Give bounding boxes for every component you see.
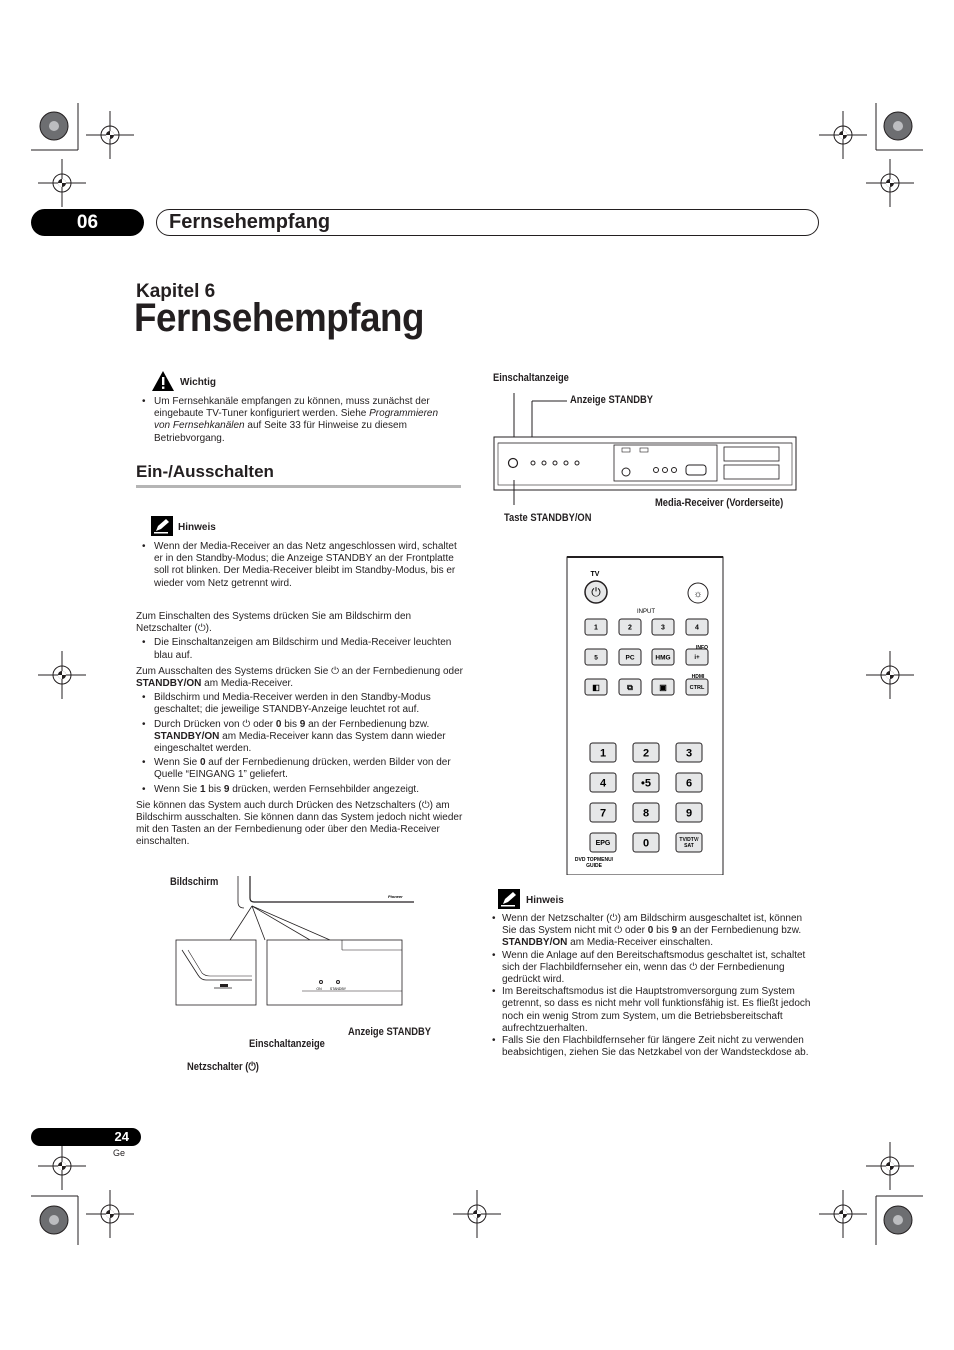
b3h: am Media-Receiver kann das System dann wieder eingeschaltet werden.: [154, 730, 446, 755]
n2j: Wenn die Anlage auf den Bereitschaftsmodus geschaltet ist, schaltet sich der Flachbildfernseher ein, wenn das: [502, 949, 806, 973]
remote-control: [564, 555, 726, 875]
b3c: 0: [275, 718, 282, 730]
remote-input-label: INPUT: [637, 609, 655, 615]
remote-hdmi-label: HDMI: [691, 674, 705, 680]
body-p1: [136, 611, 464, 635]
chapter-label: Kapitel 6: [136, 281, 216, 302]
important-text: [136, 396, 456, 445]
n2c: oder: [622, 925, 648, 937]
body-p2-a: Zum Ausschalten des Systems drücken Sie: [136, 665, 332, 677]
b4a: Wenn Sie: [154, 757, 200, 769]
remote-number-button-9-label: 9: [685, 807, 693, 820]
note2-text: [492, 913, 812, 1059]
light-icon: ☼: [693, 589, 703, 600]
b3g: STANDBY/ON: [154, 730, 220, 742]
receiver-label-power-indicator: Einschaltanzeige: [493, 372, 569, 384]
power-switch-end: ): [255, 1061, 259, 1073]
power-icon: ⏻: [331, 665, 340, 677]
remote-dvd-label: DVD TOPMENU/ GUIDE: [574, 857, 614, 869]
receiver-label-device: Media-Receiver (Vorderseite): [655, 497, 784, 509]
brand-logo: Pioneer: [388, 894, 403, 899]
remote-freeze-button-label: ⧉: [627, 682, 633, 692]
n2k: der Fernbedienung gedrückt wird.: [502, 961, 785, 986]
screen-label: Bildschirm: [170, 876, 219, 888]
remote-number-button-2-label: 2: [642, 747, 650, 760]
n2e: bis: [653, 925, 672, 937]
remote-number-button-8-label: 8: [642, 807, 650, 820]
b5b: 1: [199, 783, 206, 795]
remote-source-button-2[interactable]: [619, 649, 641, 665]
remote-input-button-3-label: 3: [661, 624, 665, 632]
remote-freeze-button[interactable]: [619, 679, 641, 695]
remote-number-button-0-label: 0: [642, 837, 650, 850]
b3b: oder: [250, 718, 276, 730]
body-bullet-4: [136, 757, 464, 781]
note1-label: Hinweis: [178, 522, 216, 533]
remote-split-button-label: ◧: [592, 682, 600, 692]
body-text: [136, 611, 464, 849]
remote-source-button-3-label: HMG: [655, 654, 671, 662]
remote-hdmi-ctrl-button[interactable]: [686, 679, 708, 695]
body-bullet-2: • Bildschirm und Media-Receiver werden in den Standby-Modus geschaltet; die jeweilige STANDBY-Anzeige leuchtet rot auf.: [136, 692, 464, 716]
receiver-label-standby-indicator: Anzeige STANDBY: [570, 394, 653, 406]
remote-input-button-4-label: 4: [695, 624, 699, 632]
b5d: 9: [223, 783, 230, 795]
section-divider: [136, 485, 461, 488]
b4c: auf der Fernbedienung drücken, werden Bilder von der Quelle “EINGANG 1” geliefert.: [154, 757, 451, 781]
n2f: 9: [671, 925, 678, 937]
remote-input-button-3[interactable]: [652, 619, 674, 635]
remote-number-button-7[interactable]: [590, 803, 616, 822]
n2h: STANDBY/ON: [502, 937, 568, 949]
receiver-label-standby-button: Taste STANDBY/ON: [504, 512, 592, 524]
remote-number-button-4-label: 4: [599, 777, 607, 790]
media-receiver-illustration: [492, 385, 802, 505]
warning-icon: [151, 370, 175, 392]
body-p1-a: Zum Einschalten des Systems drücken Sie am Bildschirm den Netzschalter (: [136, 611, 412, 635]
power-icon: ⏻: [197, 623, 206, 635]
p3b: ) am Bildschirm ausschalten. Sie können dann das System jedoch nicht wieder mit den Tasten an der Fernbedienung oder über den Media-Receiver einschalten.: [136, 799, 463, 848]
remote-number-button-1-label: 1: [599, 747, 607, 760]
remote-source-button-1[interactable]: [585, 649, 607, 665]
note2-item-4: • Falls Sie den Flachbildfernseher für längere Zeit nicht zu verwenden beabsichtigen, ziehen Sie das Netzkabel von der Wandsteckdose ab.: [492, 1035, 812, 1059]
b3d: bis: [281, 718, 300, 730]
remote-input-button-2-label: 2: [628, 624, 632, 632]
body-bullet-1: • Die Einschaltanzeigen am Bildschirm und Media-Receiver leuchten blau auf.: [136, 637, 464, 661]
remote-number-button-3[interactable]: [676, 743, 702, 762]
note2-item-1: [492, 913, 812, 950]
remote-number-button-1[interactable]: [590, 743, 616, 762]
screen-standby-label: STANDBY: [329, 987, 347, 991]
power-icon: ⏻: [242, 718, 251, 730]
remote-number-button-7-label: 7: [599, 807, 607, 820]
b5c: bis: [205, 783, 224, 795]
remote-number-button-9[interactable]: [676, 803, 702, 822]
screen-on-label: ON: [316, 987, 322, 991]
power-icon: ⏻: [689, 961, 698, 973]
note2-label: Hinweis: [526, 895, 564, 906]
page-number: 24: [31, 1128, 141, 1146]
remote-number-button-5-label: •5: [641, 777, 651, 790]
remote-swap-button-label: ▣: [659, 682, 667, 692]
remote-source-button-1-label: 5: [594, 654, 598, 662]
remote-number-button-6[interactable]: [676, 773, 702, 792]
remote-info-button[interactable]: [686, 649, 708, 665]
p3a: Sie können das System auch durch Drücken des Netzschalters (: [136, 799, 422, 811]
note-icon: [498, 889, 520, 909]
remote-number-button-4[interactable]: [590, 773, 616, 792]
remote-input-button-2[interactable]: [619, 619, 641, 635]
remote-swap-button[interactable]: [652, 679, 674, 695]
n2a: Wenn der Netzschalter (: [502, 913, 610, 924]
n2g: an der Fernbedienung bzw.: [677, 925, 802, 937]
body-p3: [136, 800, 464, 849]
b5e: drücken, werden Fernsehbilder angezeigt.: [229, 783, 419, 795]
power-icon: ⏻: [248, 1061, 256, 1073]
remote-input-button-4[interactable]: [686, 619, 708, 635]
chapter-header-title: Fernsehempfang: [169, 211, 331, 233]
important-label: Wichtig: [180, 377, 217, 388]
remote-epg-button-label: EPG: [595, 840, 611, 848]
body-p2-b: an der Fernbedienung oder: [339, 665, 463, 677]
screen-label-standby: Anzeige STANDBY: [348, 1026, 431, 1038]
remote-number-button-2[interactable]: [633, 743, 659, 762]
section-title: Ein-/Ausschalten: [136, 462, 274, 481]
remote-info-button-label: i+: [694, 655, 700, 662]
remote-number-button-8[interactable]: [633, 803, 659, 822]
important-link: Programmieren von Fernsehkanälen: [154, 408, 439, 432]
page-language: Ge: [113, 1148, 126, 1158]
important-text-b: auf Seite 33 für Hinweise zu diesem Betriebvorgang.: [154, 420, 407, 444]
remote-input-button-1[interactable]: [585, 619, 607, 635]
important-text-a: Um Fernsehkanäle empfangen zu können, muss zunächst der eingebaute TV-Tuner konfiguriert werden. Siehe: [154, 396, 430, 420]
note-icon: [151, 516, 173, 536]
remote-epg-button[interactable]: [590, 833, 616, 852]
power-icon: ⏻: [614, 925, 623, 937]
body-bullet-5: [136, 784, 464, 796]
note2-item-3: • Im Bereitschaftsmodus ist die Hauptstromversorgung zum System getrennt, so dass es nicht mehr voll funktionsfähig ist. Es fließt jedoch noch ein wenig Strom zum System, um die Betriebsbereitschaft aufrechtzuerhalten.: [492, 986, 812, 1035]
page-title: Fernsehempfang: [134, 296, 425, 340]
remote-hdmi-ctrl-button-label: CTRL: [689, 684, 705, 691]
remote-tv-label: TV: [590, 571, 600, 578]
body-p2-d: am Media-Receiver.: [201, 678, 294, 690]
remote-input-button-1-label: 1: [594, 624, 598, 632]
remote-number-button-6-label: 6: [685, 777, 693, 790]
b5a: Wenn Sie: [154, 783, 200, 795]
remote-number-button-5[interactable]: [633, 773, 659, 792]
note1-text: [136, 541, 464, 590]
body-bullet-3: [136, 719, 464, 756]
remote-number-button-0[interactable]: [633, 833, 659, 852]
chapter-number-badge: 06: [31, 209, 144, 236]
body-p1-b: ).: [205, 623, 212, 635]
remote-number-button-3-label: 3: [685, 747, 693, 760]
b3f: an der Fernbedienung bzw.: [305, 718, 430, 730]
body-p2: [136, 666, 464, 690]
n2d: 0: [647, 925, 654, 937]
remote-tvdtv-label: TV/DTV/ SAT: [679, 837, 699, 849]
remote-source-button-3[interactable]: [652, 649, 674, 665]
power-switch-text: Netzschalter (: [187, 1061, 249, 1073]
screen-illustration: [170, 870, 420, 1070]
remote-source-button-2-label: PC: [625, 654, 635, 662]
power-icon: ⏻: [421, 799, 430, 811]
power-icon: ⏻: [591, 585, 601, 599]
n2i: am Media-Receiver einschalten.: [567, 937, 713, 949]
note1-item: • Wenn der Media-Receiver an das Netz angeschlossen wird, schaltet er in den Standby-Modus; die Anzeige STANDBY an der Frontplatte soll rot blinken. Der Media-Receiver bleibt im Standby-Modus, bis er wieder vom Netz getrennt wird.: [136, 541, 464, 590]
power-icon: ⏻: [609, 913, 618, 924]
n2b: ) am Bildschirm ausgeschaltet ist, können Sie das System nicht mit: [502, 913, 803, 937]
b3a: Durch Drücken von: [154, 718, 243, 730]
remote-info-label: INFO: [696, 645, 708, 651]
b4b: 0: [199, 757, 206, 769]
note2-item-2: [492, 950, 812, 987]
body-p2-c: STANDBY/ON: [136, 678, 202, 690]
b3e: 9: [299, 718, 306, 730]
remote-split-button[interactable]: [585, 679, 607, 695]
screen-label-power-indicator: Einschaltanzeige: [249, 1038, 325, 1050]
